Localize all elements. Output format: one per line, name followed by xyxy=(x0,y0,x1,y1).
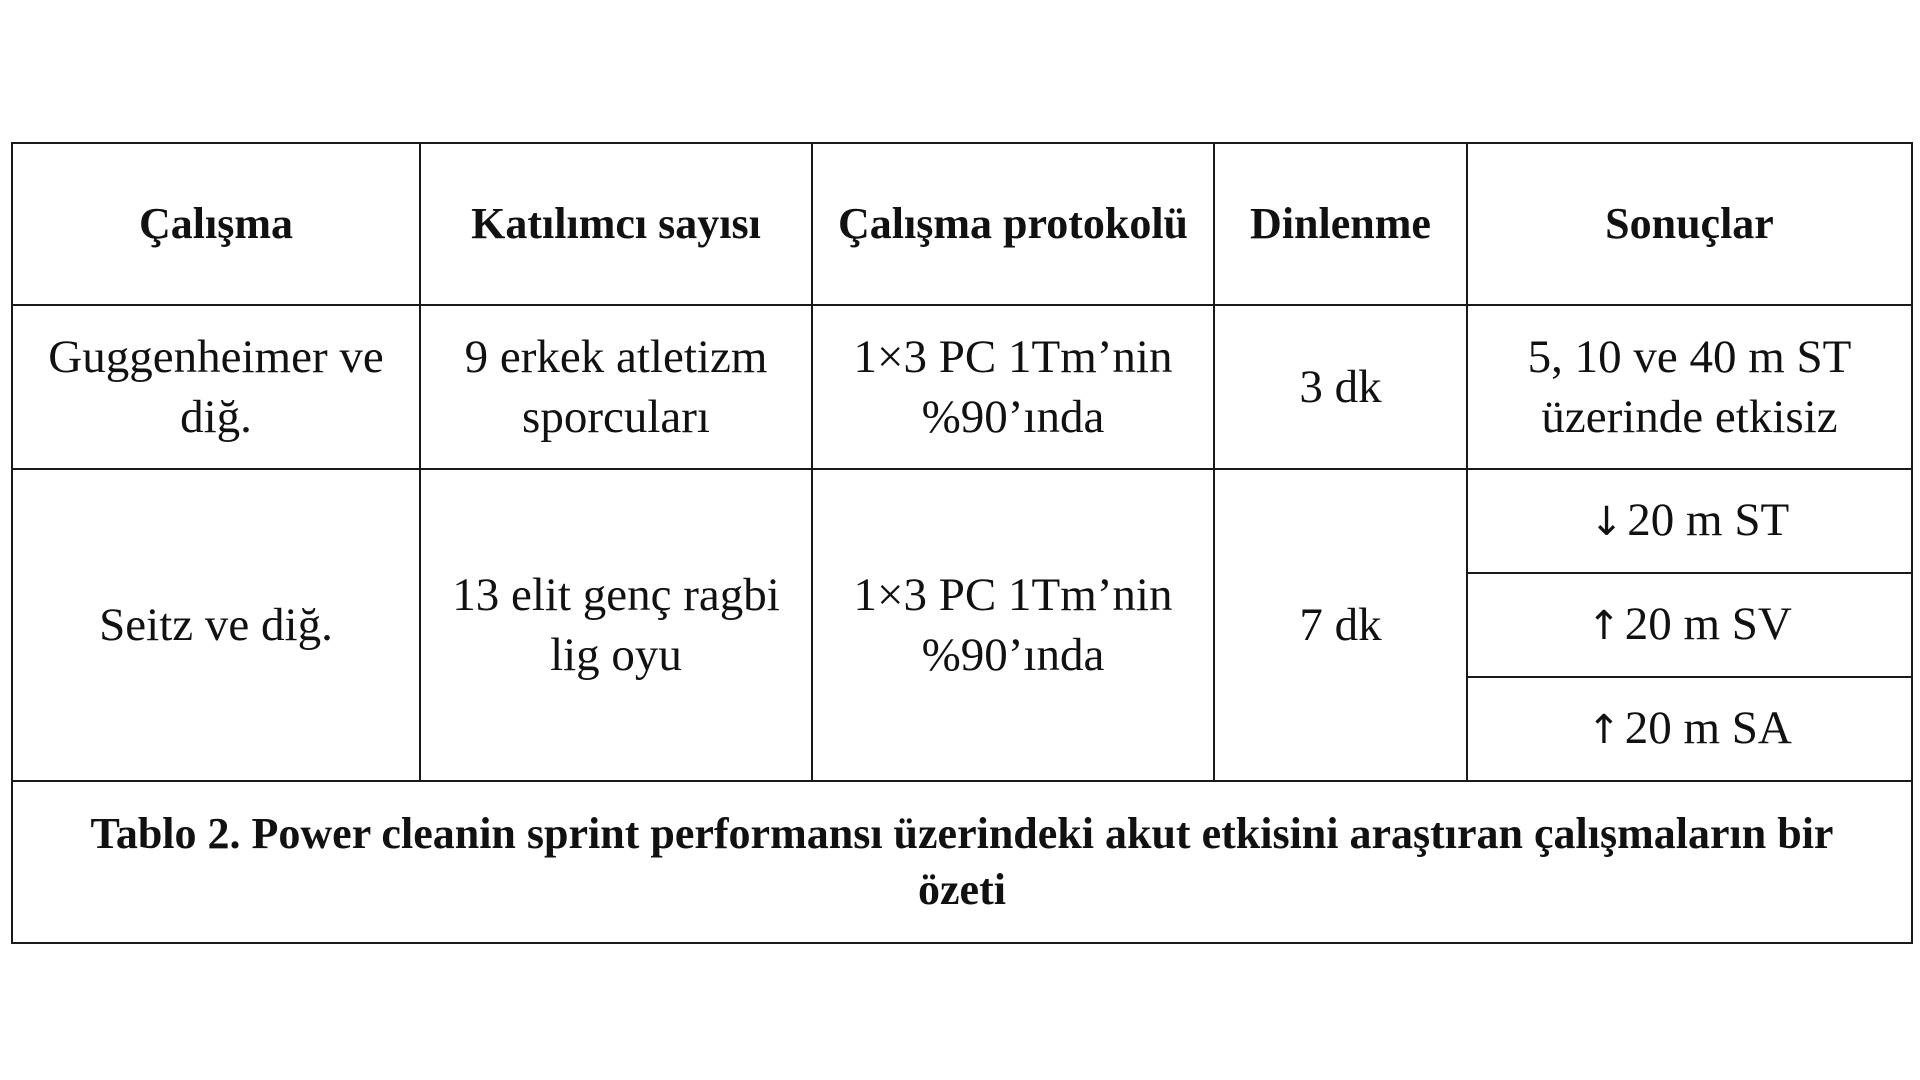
cell-result-item xyxy=(1467,469,1912,573)
header-study: Çalışma xyxy=(12,143,420,305)
arrow-up-icon: ↑ xyxy=(1587,603,1621,649)
table-caption: Tablo 2. Power cleanin sprint performansı üzerindeki akut etkisini araştıran çalışmaların bir özeti xyxy=(12,781,1912,943)
header-rest: Dinlenme xyxy=(1214,143,1467,305)
header-protocol: Çalışma protokolü xyxy=(812,143,1214,305)
cell-protocol: 1×3 PC 1Tm’nin %90’ında xyxy=(812,305,1214,469)
caption-row xyxy=(12,781,1912,943)
arrow-up-icon: ↑ xyxy=(1587,707,1621,753)
cell-study: Guggenheimer ve diğ. xyxy=(12,305,420,469)
cell-participants: 9 erkek atletizm sporcuları xyxy=(420,305,812,469)
cell-result-item xyxy=(1467,677,1912,781)
arrow-down-icon: ↓ xyxy=(1589,499,1624,545)
result-text: 20 m SA xyxy=(1624,702,1792,754)
cell-result-item xyxy=(1467,573,1912,677)
summary-table xyxy=(11,142,1913,944)
cell-study: Seitz ve diğ. xyxy=(12,469,420,781)
cell-participants: 13 elit genç ragbi lig oyu xyxy=(420,469,812,781)
header-participants: Katılımcı sayısı xyxy=(420,143,812,305)
cell-rest: 3 dk xyxy=(1214,305,1467,469)
cell-protocol: 1×3 PC 1Tm’nin %90’ında xyxy=(812,469,1214,781)
table-header-row xyxy=(12,143,1912,305)
result-text: 20 m SV xyxy=(1624,598,1792,650)
result-text: 20 m ST xyxy=(1627,494,1790,546)
table-row xyxy=(12,469,1912,573)
cell-rest: 7 dk xyxy=(1214,469,1467,781)
table-row xyxy=(12,305,1912,469)
header-results: Sonuçlar xyxy=(1467,143,1912,305)
cell-results: 5, 10 ve 40 m ST üzerinde etkisiz xyxy=(1467,305,1912,469)
